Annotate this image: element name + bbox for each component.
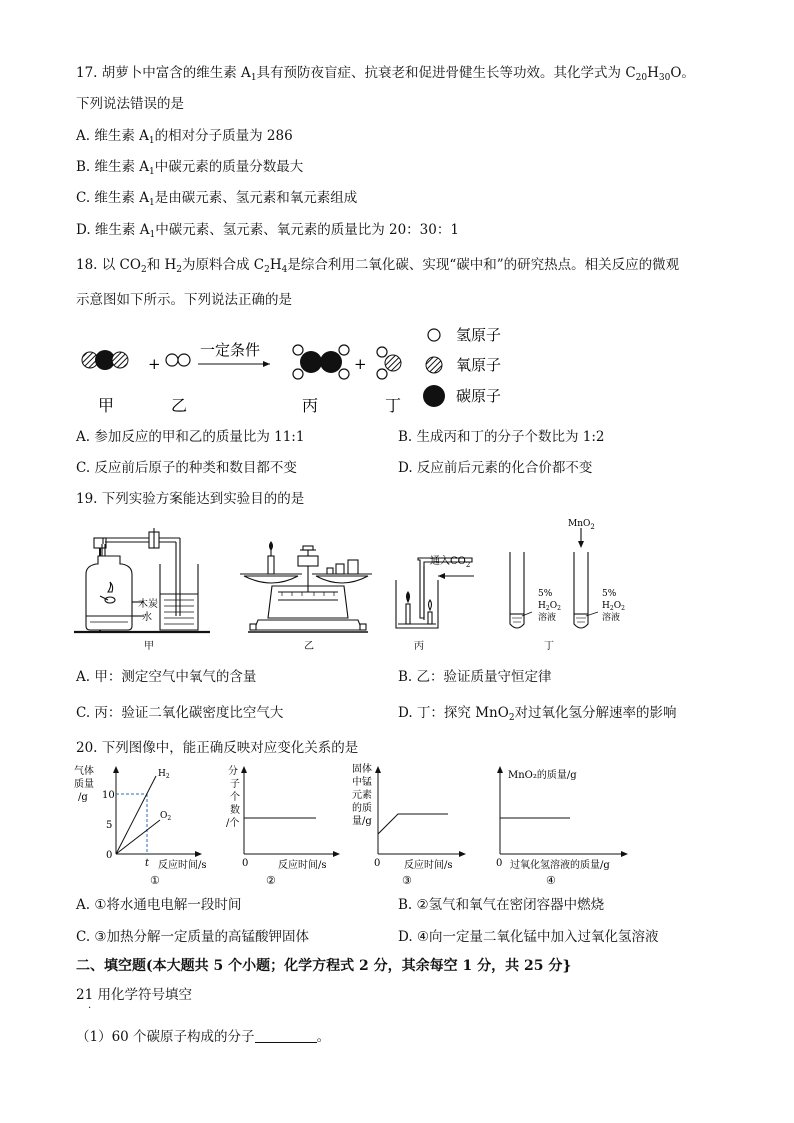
q20-option-c[interactable]: C. ③加热分解一定质量的高锰酸钾固体 [76,929,310,945]
q19-option-c[interactable]: C. 丙：验证二氧化碳密度比空气大 [76,705,284,721]
graph4-num: ④ [546,874,556,887]
graph1-o2-line [116,820,160,854]
q19-stem: 19. 下列实验方案能达到实验目的的是 [76,491,305,507]
graph-1 [74,764,207,887]
q21-sub1: （1）60 个碳原子构成的分子 。 [76,1029,331,1045]
water-label: 水 [142,612,152,623]
graph1-num: ① [150,874,160,887]
graph1-ytick-5: 5 [106,820,113,831]
graph4-xlabel: 过氧化氢溶液的质量/g [510,860,610,871]
apparatus-bing [396,558,472,628]
fig-label-jia: 甲 [144,641,154,652]
legend-carbon-icon [423,385,445,407]
q19-option-a[interactable]: A. 甲：测定空气中氧气的含量 [76,669,257,685]
graph1-ytick-10: 10 [102,790,115,801]
graph3-ylabel-4: 的质 [352,803,372,814]
tube2-pct: 5% [602,589,617,599]
graph3-xlabel: 反应时间/s [404,860,453,871]
graph3-ylabel-5: 量/g [352,816,372,827]
q20-graphs [72,762,632,890]
graph-3 [352,762,466,887]
legend-hydrogen-label: 氢原子 [456,326,502,344]
graph3-num: ③ [402,874,412,887]
graph3-origin: 0 [374,858,381,869]
graph1-t: t [145,858,150,869]
graph2-ylabel-1: 分 [228,766,238,777]
tube1-pct: 5% [538,589,553,599]
graph1-ylabel-2: 质量 [74,779,94,790]
graph4-origin: 0 [496,858,503,869]
q18-option-b[interactable]: B. 生成丙和丁的分子个数比为 1:2 [398,429,605,445]
charcoal-label: 木炭 [138,599,158,610]
molecule-yi-h2 [166,354,190,366]
tube2-h2o2: $H_2O_2$ [602,601,625,612]
q18-option-a[interactable]: A. 参加反应的甲和乙的质量比为 11:1 [76,429,305,445]
graph2-ylabel-3: 个 [230,792,240,803]
tube1-solution: 溶液 [538,613,557,623]
co2-in-label: 通入$CO_2$ [430,556,471,569]
tube1-h2o2: $H_2O_2$ [538,601,561,612]
q17-option-d[interactable]: D. 维生素 $A_1$中碳元素、氢元素、氧元素的质量比为 20：30：1 [76,222,459,240]
graph2-ylabel-2: 子 [230,779,240,790]
molecule-bing-c2h4 [293,345,349,379]
tube2-solution: 溶液 [602,613,621,623]
fig-label-ding: 丁 [544,641,554,652]
q20-stem: 20. 下列图像中，能正确反映对应变化关系的是 [76,740,359,756]
graph-2 [226,764,340,887]
legend-hydrogen-icon [428,329,440,341]
legend-oxygen-label: 氧原子 [456,356,502,374]
graph1-xlabel: 反应时间/s [158,860,207,871]
q20-option-d[interactable]: D. ④向一定量二氧化锰中加入过氧化氢溶液 [398,929,659,945]
q18-stem-line1: 18. 以 $CO_2$和 $H_2$为原料合成 $C_2H_4$是综合利用二氧化碳、实现“碳中和”的研究热点。相关反应的微观 [76,257,680,275]
molecule-ding-h2o [377,347,401,379]
q17-option-b[interactable]: B. 维生素 $A_1$中碳元素的质量分数最大 [76,159,304,177]
q18-option-c[interactable]: C. 反应前后原子的种类和数目都不变 [76,460,297,476]
arrow-co2-in [438,573,474,579]
plus-sign-2: + [354,355,367,373]
answer-blank[interactable] [255,1028,317,1043]
reaction-diagram [70,318,550,418]
graph1-h2-label: $H_2$ [158,769,170,780]
graph2-xlabel: 反应时间/s [278,860,327,871]
label-ding: 丁 [385,396,402,415]
plus-sign-1: + [148,355,161,373]
label-bing: 丙 [302,396,319,415]
reaction-arrow [198,361,270,367]
q17-stem-line2: 下列说法错误的是 [76,96,184,112]
q19-option-d[interactable]: D. 丁：探究 MnO$_2$对过氧化氢分解速率的影响 [398,705,677,723]
graph1-ylabel-3: /g [78,792,88,803]
fig-label-bing: 丙 [414,641,424,652]
label-jia: 甲 [98,396,115,415]
graph3-ylabel-2: 中锰 [352,777,372,788]
q17-option-c[interactable]: C. 维生素 $A_1$是由碳元素、氢元素和氧元素组成 [76,190,358,208]
label-yi: 乙 [171,396,188,415]
q21-dot: . [88,1000,92,1011]
graph4-ylabel: MnO₂的质量/g [508,770,577,781]
q17-stem-line1: 17. 胡萝卜中富含的维生素 $A_1$具有预防夜盲症、抗衰老和促进骨健生长等功效。其化学式为 $C_{20}H_{30}O$。 [76,65,695,83]
legend-oxygen-icon [426,357,442,373]
graph3-line [378,814,448,834]
q17-option-a[interactable]: A. 维生素 $A_1$的相对分子质量为 286 [76,128,293,146]
graph1-o2-label: $O_2$ [160,811,172,822]
graph1-ytick-0: 0 [106,850,113,861]
graph2-num: ② [266,874,276,887]
section-2-title: 二、填空题(本大题共 5 个小题；化学方程式 2 分，其余每空 1 分，共 25 分} [76,958,572,974]
q18-option-d[interactable]: D. 反应前后元素的化合价都不变 [398,460,593,476]
molecule-jia-co2 [82,350,128,370]
graph3-ylabel-1: 固体 [352,764,372,775]
q19-option-b[interactable]: B. 乙：验证质量守恒定律 [398,669,552,685]
mno2-label: MnO$_2$ [568,519,595,531]
graph1-h2-line [116,776,156,854]
apparatus-yi-balance [240,542,372,632]
fig-label-yi: 乙 [304,641,314,652]
experiment-figures [72,516,632,656]
graph2-ylabel-4: 数 [230,805,240,816]
q18-stem-line2: 示意图如下所示。下列说法正确的是 [76,292,292,308]
q21-stem: 21 用化学符号填空 [76,987,192,1003]
mno2-arrowhead [578,541,584,548]
q20-option-b[interactable]: B. ②氢气和氧气在密闭容器中燃烧 [398,897,605,913]
legend-carbon-label: 碳原子 [456,387,502,405]
graph1-ylabel-1: 气体 [74,766,94,777]
graph2-origin: 0 [242,858,249,869]
reaction-condition: 一定条件 [200,341,261,359]
graph3-ylabel-3: 元素 [352,790,372,801]
q20-option-a[interactable]: A. ①将水通电电解一段时间 [76,897,242,913]
legend [423,326,501,407]
graph-4 [496,766,628,887]
graph2-ylabel-5: /个 [226,818,240,829]
